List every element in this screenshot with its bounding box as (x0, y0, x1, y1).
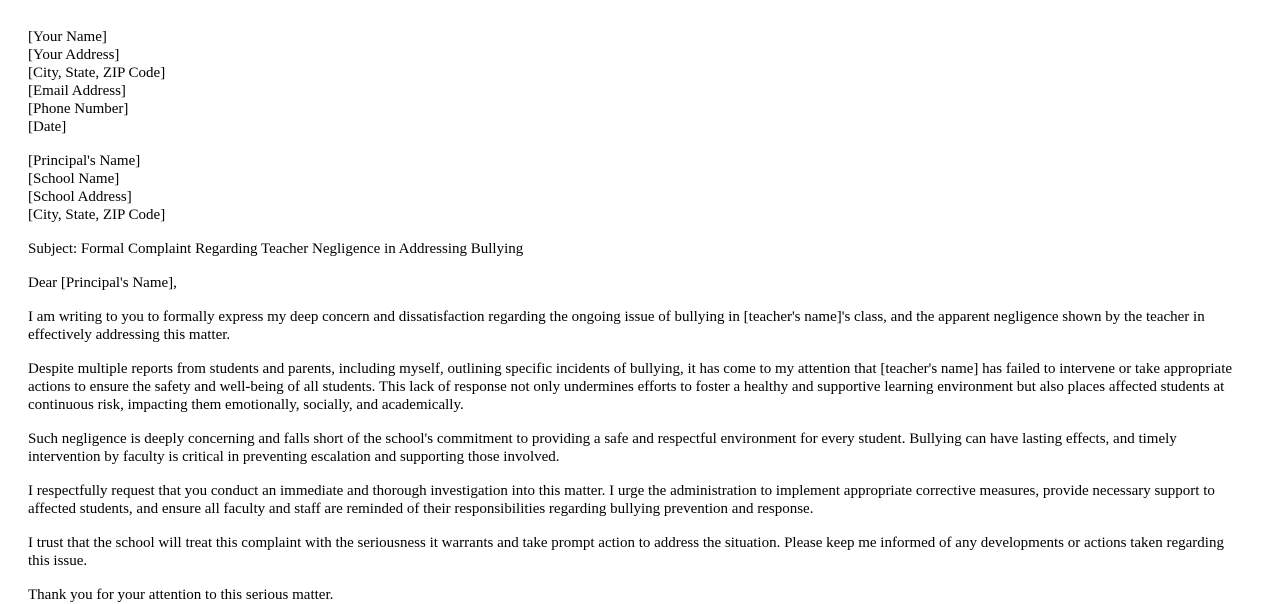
sender-email: [Email Address] (28, 83, 126, 99)
letter-date: [Date] (28, 119, 67, 135)
recipient-school-address: [School Address] (28, 189, 132, 205)
sender-city-state-zip: [City, State, ZIP Code] (28, 65, 166, 81)
body-paragraph: Despite multiple reports from students and parents, including myself, outlining specific incidents of bullying, it has come to my attention that [teacher's name] has failed to intervene or take appropriate actions to ensure the safety and well-being of all students. This lack of response not only undermines efforts to foster a healthy and supportive learning environment but also places affected students at continuous risk, impacting them emotionally, socially, and academically. (28, 361, 1233, 413)
body-paragraph: Such negligence is deeply concerning and falls short of the school's commitment to providing a safe and respectful environment for every student. Bullying can have lasting effects, and timely intervention by faculty is critical in preventing escalation and supporting those involved. (28, 431, 1177, 465)
body-paragraph: I trust that the school will treat this complaint with the seriousness it warrants and take prompt action to address the situation. Please keep me informed of any developments or actions taken regarding this issue. (28, 535, 1224, 569)
sender-phone: [Phone Number] (28, 101, 129, 117)
recipient-name: [Principal's Name] (28, 153, 141, 169)
sender-name: [Your Name] (28, 29, 107, 45)
recipient-address-block (28, 152, 1250, 224)
sender-address: [Your Address] (28, 47, 120, 63)
sender-address-block (28, 28, 1250, 136)
body-paragraph: I respectfully request that you conduct an immediate and thorough investigation into this matter. I urge the administration to implement appropriate corrective measures, provide necessary support to affected students, and ensure all faculty and staff are reminded of their responsibilities regarding bullying prevention and response. (28, 483, 1215, 517)
salutation: Dear [Principal's Name], (28, 275, 177, 291)
recipient-school-name: [School Name] (28, 171, 120, 187)
recipient-city-state-zip: [City, State, ZIP Code] (28, 207, 166, 223)
closing-line: Thank you for your attention to this serious matter. (28, 587, 334, 603)
body-paragraph: I am writing to you to formally express my deep concern and dissatisfaction regarding the ongoing issue of bullying in [teacher's name]'s class, and the apparent negligence shown by the teacher in effectively addressing this matter. (28, 309, 1205, 343)
subject-line: Subject: Formal Complaint Regarding Teacher Negligence in Addressing Bullying (28, 241, 524, 257)
